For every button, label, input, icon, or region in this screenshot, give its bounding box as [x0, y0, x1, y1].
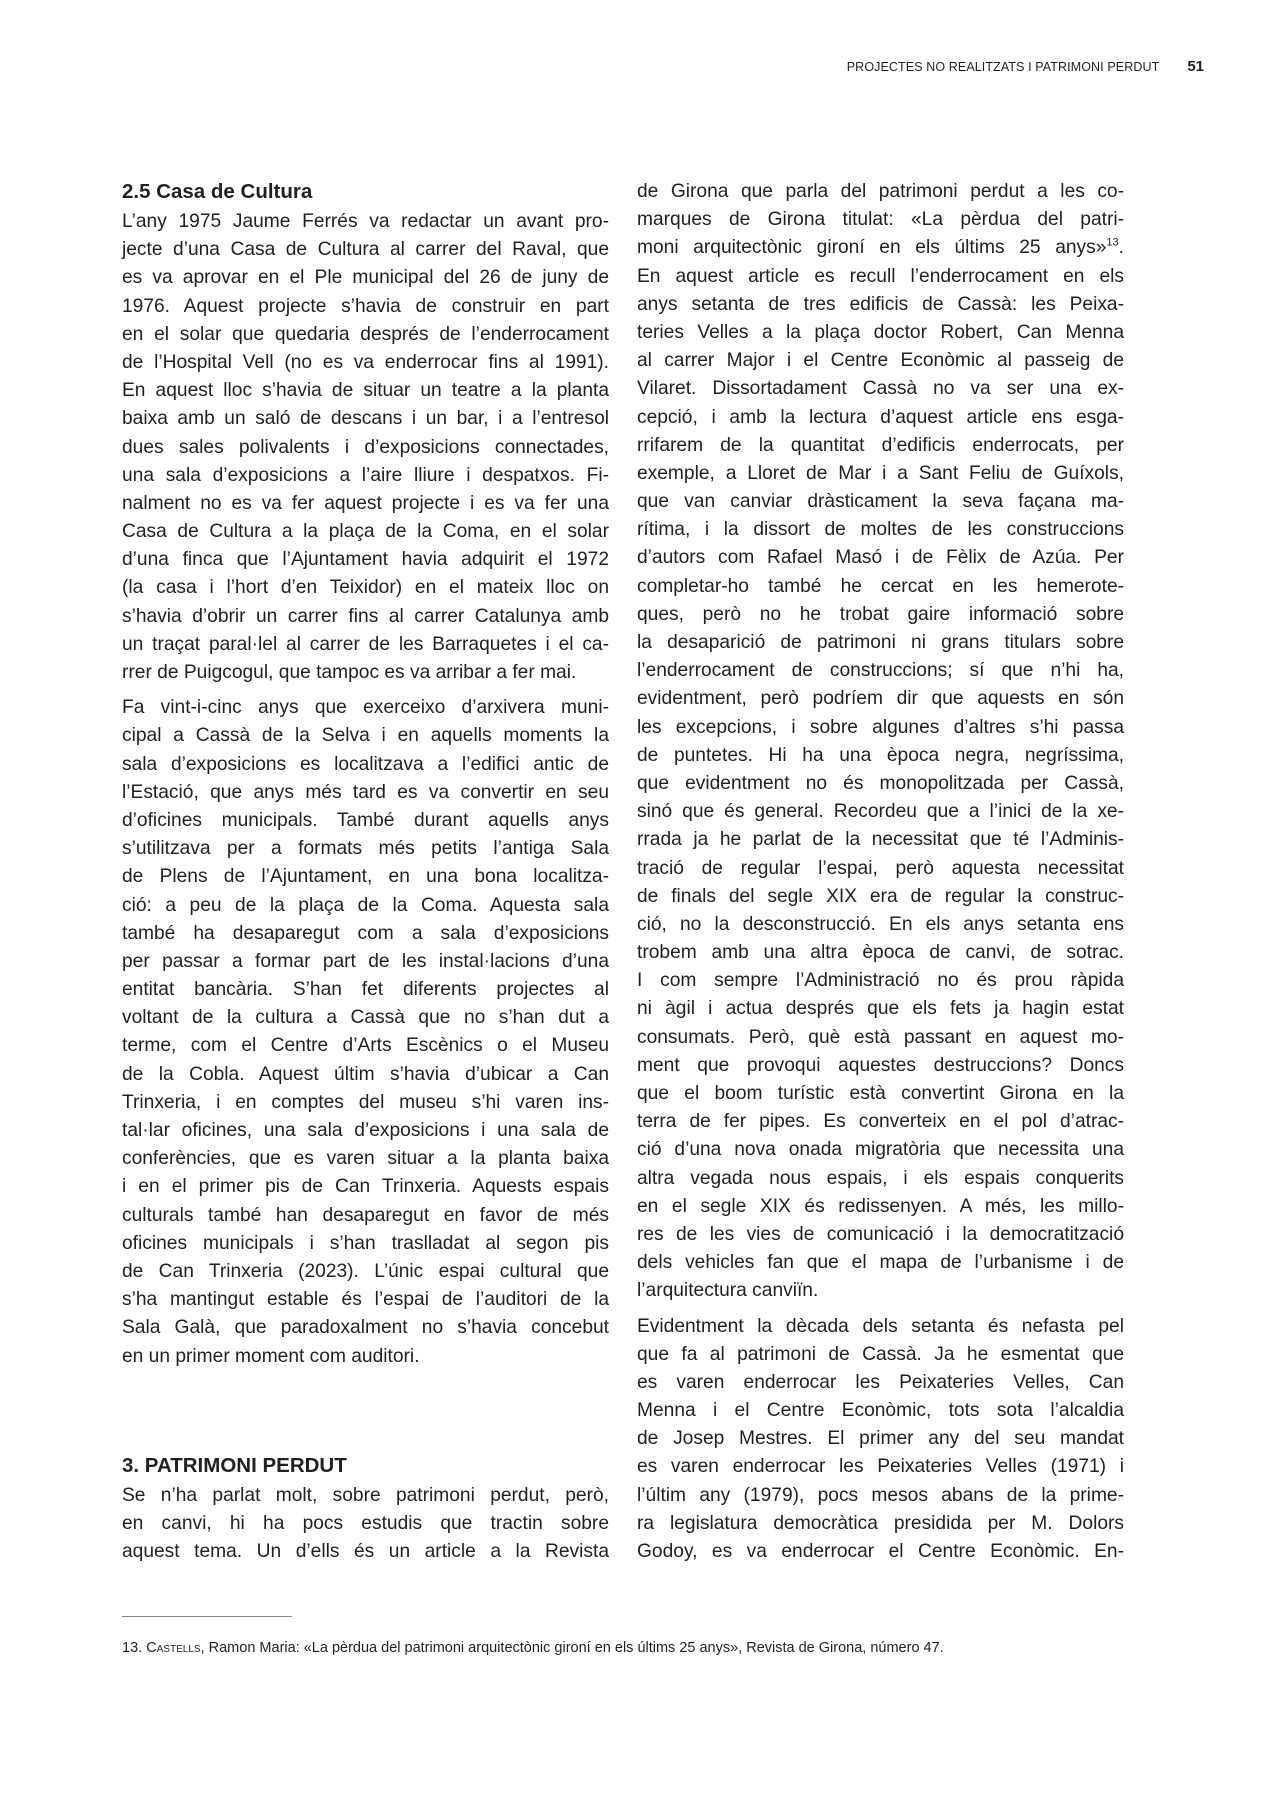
- text-line: En aquest article es recull l’enderrocament en els: [637, 265, 1124, 287]
- footnote-author: Castells: [146, 1640, 201, 1656]
- text-line: un traçat paral·lel al carrer de les Barraquetes i el ca-: [122, 633, 609, 655]
- text-line: i en el primer pis de Can Trinxeria. Aquests espais: [122, 1176, 609, 1198]
- text-line: terra de fer pipes. Es converteix en el pol d’atrac-: [637, 1111, 1124, 1133]
- text-line: de l’Hospital Vell (no es va enderrocar fins al 1991).: [122, 351, 609, 373]
- text-line: Trinxeria, i en comptes del museu s’hi varen ins-: [122, 1091, 609, 1113]
- text-line: en un primer moment com auditori.: [122, 1345, 420, 1367]
- paragraph-lines: [637, 178, 1124, 234]
- footnote-reference[interactable]: 13: [1106, 236, 1119, 249]
- text-line: de la Cobla. Aquest últim s’havia d’ubicar a Can: [122, 1063, 609, 1085]
- footnote-13: [122, 1640, 944, 1656]
- footnote-text: , Ramon Maria: «La pèrdua del patrimoni arquitectònic gironí en els últims 25 anys», Revista de Girona, número 47.: [200, 1640, 944, 1656]
- text-line: ció, no la desconstrucció. En els anys setanta ens: [637, 913, 1124, 935]
- text-line: sala d’exposicions es localitzava a l’edifici antic de: [122, 753, 609, 775]
- text-line: sinó que és general. Recordeu que a l’inici de la xe-: [637, 801, 1124, 823]
- text-line: en el solar que quedaria després de l’enderrocament: [122, 323, 609, 345]
- text-line: la desaparició de patrimoni ni grans titulars sobre: [637, 632, 1124, 653]
- text-line: jecte d’una Casa de Cultura al carrer del Raval, que: [122, 239, 609, 261]
- text-line: L’any 1975 Jaume Ferrés va redactar un avant pro-: [122, 211, 609, 232]
- text-line: Sala Galà, que paradoxalment no s’havia concebut: [122, 1317, 609, 1339]
- text-line: oficines municipals i s’han traslladat al segon pis: [122, 1232, 609, 1254]
- paragraph-lines: [637, 263, 1124, 1306]
- footnote-citation-line: moni arquitectònic gironí en els últims 25 anys»$^{13}$.: [637, 236, 1124, 259]
- text-line: al carrer Major i el Centre Econòmic al passeig de: [637, 350, 1124, 372]
- text-line: d’una finca que l’Ajuntament havia adquirit el 1972: [122, 549, 609, 571]
- text-line: terme, com el Centre d’Arts Escènics o el Museu: [122, 1035, 609, 1057]
- text-line: de finals del segle XIX era de regular la construc-: [637, 885, 1124, 907]
- text-line: ni àgil i actua després que els fets ja hagin estat: [637, 998, 1124, 1020]
- paragraph: [122, 1482, 609, 1567]
- section-heading-2-5: 2.5 Casa de Cultura: [122, 180, 313, 203]
- text-line: s’havia d’obrir un carrer fins al carrer Catalunya amb: [122, 605, 609, 627]
- text-line: anys setanta de tres edificis de Cassà: les Peixa-: [637, 293, 1124, 315]
- text-line: que evidentment no és monopolitzada per Cassà,: [637, 772, 1124, 794]
- text-line: nalment no es va fer aquest projecte i es va fer una: [122, 492, 609, 514]
- right-column: [637, 178, 1124, 1573]
- text-line: dels vehicles fan que el mapa de l’urbanisme i de: [637, 1252, 1124, 1274]
- text-line: les excepcions, i sobre algunes d’altres s’hi passa: [637, 716, 1124, 738]
- text-line: de Plens de l’Ajuntament, en una bona localitza-: [122, 866, 609, 888]
- text-line: Fa vint-i-cinc anys que exerceixo d’arxivera muni-: [122, 697, 609, 719]
- running-title: PROJECTES NO REALITZATS I PATRIMONI PERDUT: [846, 60, 1160, 74]
- text-line: s’ha mantingut estable és l’espai de l’auditori de la: [122, 1289, 609, 1311]
- text-line: l’últim any (1979), pocs mesos abans de la prime-: [637, 1484, 1124, 1506]
- text-line: voltant de la cultura a Cassà que no s’han dut a: [122, 1007, 609, 1029]
- text-line: l’enderrocament de construccions; sí que n’hi ha,: [637, 660, 1124, 682]
- text-line: ció: a peu de la plaça de la Coma. Aquesta sala: [122, 894, 609, 916]
- text-line: per passar a formar part de les instal·lacions d’una: [122, 950, 609, 972]
- text-line: entitat bancària. S’han fet diferents projectes al: [122, 979, 609, 1001]
- footnote-divider: [122, 1616, 292, 1617]
- text-line: altra vegada nous espais, i els espais conquerits: [637, 1167, 1124, 1189]
- text-line: d’oficines municipals. També durant aquells anys: [122, 809, 609, 831]
- text-line: 1976. Aquest projecte s’havia de construir en part: [122, 295, 609, 317]
- text-line: de Josep Mestres. El primer any del seu mandat: [637, 1428, 1124, 1450]
- text-line: I com sempre l’Administració no és prou ràpida: [637, 970, 1124, 992]
- text-line: una sala d’exposicions a l’aire lliure i despatxos. Fi-: [122, 464, 609, 486]
- text-line: en el segle XIX és redissenyen. A més, les millo-: [637, 1195, 1124, 1217]
- text-line: l’Estació, que anys més tard es va convertir en seu: [122, 781, 609, 803]
- text-line: rrada ja he parlat de la necessitat que té l’Adminis-: [637, 829, 1124, 851]
- text-line: que van canviar dràsticament la seva façana ma-: [637, 491, 1124, 513]
- text-line: aquest tema. Un d’ells és un article a la Revista: [122, 1541, 609, 1563]
- section-heading-3: 3. PATRIMONI PERDUT: [122, 1453, 347, 1477]
- text-line: evidentment, però podríem dir que aquests en són: [637, 688, 1124, 710]
- text-line: es varen enderrocar les Peixateries Velles, Can: [637, 1371, 1124, 1393]
- text-line: cipal a Cassà de la Selva i en aquells moments la: [122, 725, 609, 747]
- paragraph: [637, 178, 1124, 1306]
- text-line: Se n’ha parlat molt, sobre patrimoni perdut, però,: [122, 1484, 609, 1506]
- text-line: d’autors com Rafael Masó i de Fèlix de Azúa. Per: [637, 547, 1124, 569]
- text-line: de Girona que parla del patrimoni perdut a les co-: [637, 181, 1124, 202]
- text-line: dues sales polivalents i d’exposicions connectades,: [122, 436, 609, 458]
- text-line: Vilaret. Dissortadament Cassà no va ser una ex-: [637, 378, 1124, 400]
- text-line: ques, però no he trobat gaire informació sobre: [637, 603, 1124, 625]
- text-line: baixa amb un saló de descans i un bar, i a l’entresol: [122, 408, 609, 430]
- running-header: [847, 58, 1204, 75]
- footnote-number: 13.: [122, 1640, 143, 1656]
- text-line: trobem amb una altra època de canvi, de sotrac.: [637, 942, 1124, 964]
- text-line: en canvi, hi ha pocs estudis que tractin sobre: [122, 1512, 609, 1534]
- text-line: exemple, a Lloret de Mar i a Sant Feliu de Guíxols,: [637, 462, 1124, 484]
- text-line: s’utilitzava per a formats més petits l’antiga Sala: [122, 838, 609, 860]
- text-line: marques de Girona titulat: «La pèrdua del patri-: [637, 209, 1124, 231]
- page-number: 51: [1187, 58, 1204, 75]
- text-line: que el boom turístic està convertint Girona en la: [637, 1083, 1124, 1104]
- text-line: es varen enderrocar les Peixateries Velles (1971) i: [637, 1456, 1124, 1478]
- text-line: rrifarem de la quantitat d’edificis enderrocats, per: [637, 434, 1124, 456]
- paragraph: [637, 1313, 1124, 1567]
- text-line: En aquest lloc s’havia de situar un teatre a la planta: [122, 380, 609, 402]
- text-line: rítima, i la dissort de moltes de les construccions: [637, 519, 1124, 541]
- text-line: de Can Trinxeria (2023). L’únic espai cultural que: [122, 1260, 609, 1282]
- text-line: (la casa i l’hort d’en Teixidor) en el mateix lloc on: [122, 577, 609, 599]
- paragraph: [122, 208, 609, 687]
- text-line: l’arquitectura canviïn.: [637, 1280, 819, 1302]
- text-line: de puntetes. Hi ha una època negra, negríssima,: [637, 744, 1124, 766]
- text-line: completar-ho també he cercat en les hemerote-: [637, 575, 1124, 597]
- text-line: Menna i el Centre Econòmic, tots sota l’alcaldia: [637, 1400, 1124, 1422]
- text-line: tració de regular l’espai, però aquesta necessitat: [637, 857, 1124, 879]
- text-line: també ha desaparegut com a sala d’exposicions: [122, 922, 609, 944]
- text-line: tal·lar oficines, una sala d’exposicions i una sala de: [122, 1120, 609, 1141]
- text-line: ció d’una nova onada migratòria que necessita una: [637, 1139, 1124, 1161]
- text-line: conferències, que es varen situar a la planta baixa: [122, 1148, 609, 1170]
- paragraph: [122, 694, 609, 1371]
- text-line: Godoy, es va enderrocar el Centre Econòmic. En-: [637, 1541, 1124, 1562]
- text-line: rrer de Puigcogul, que tampoc es va arribar a fer mai.: [122, 662, 577, 683]
- text-line: Evidentment la dècada dels setanta és nefasta pel: [637, 1315, 1124, 1337]
- text-line: Casa de Cultura a la plaça de la Coma, en el solar: [122, 521, 609, 543]
- text-line: es va aprovar en el Ple municipal del 26 de juny de: [122, 267, 609, 289]
- text-line: culturals també han desaparegut en favor de més: [122, 1204, 609, 1226]
- text-line: ra legislatura democràtica presidida per M. Dolors: [637, 1512, 1124, 1534]
- text-line: consumats. Però, què està passant en aquest mo-: [637, 1026, 1124, 1048]
- text-line: teries Velles a la plaça doctor Robert, Can Menna: [637, 321, 1124, 343]
- text-line: res de les vies de comunicació i la democratització: [637, 1223, 1124, 1245]
- text-line: ment que provoqui aquestes destruccions? Doncs: [637, 1054, 1124, 1076]
- text-line: que fa al patrimoni de Cassà. Ja he esmentat que: [637, 1343, 1124, 1365]
- left-column: [122, 178, 609, 1573]
- text-line: cepció, i amb la lectura d’aquest article ens esga-: [637, 406, 1124, 428]
